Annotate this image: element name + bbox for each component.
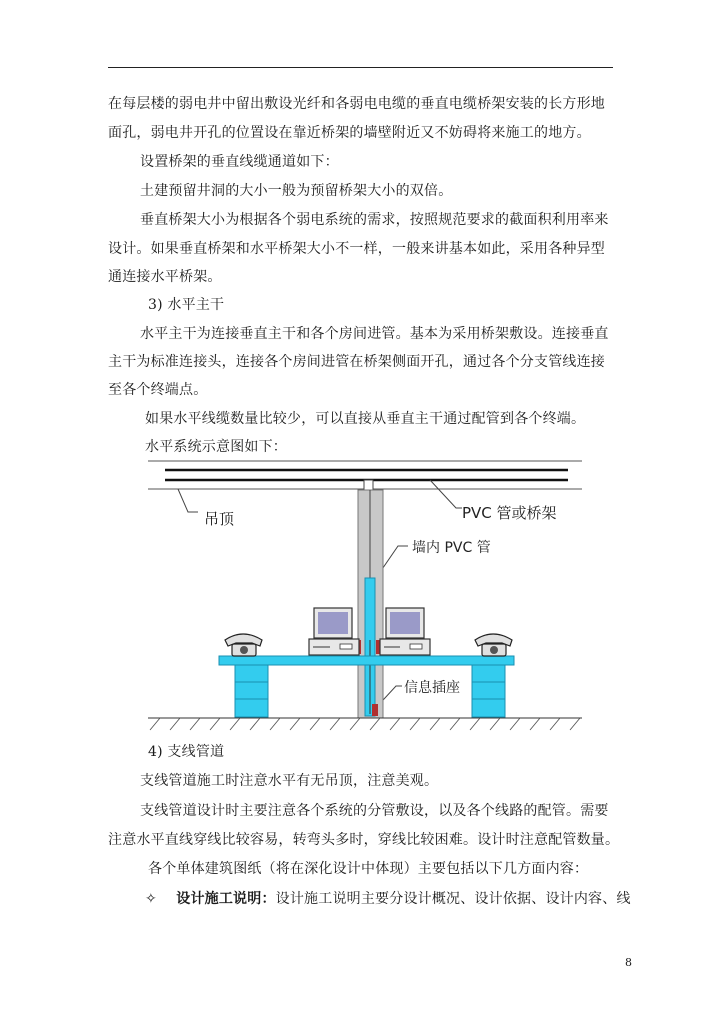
paragraph-line: 各个单体建筑图纸（将在深化设计中体现）主要包括以下几方面内容： bbox=[148, 861, 589, 877]
diamond-bullet-icon: ✧ bbox=[145, 891, 157, 907]
paragraph-line: 支线管道设计时主要注意各个系统的分管敷设，以及各个线路的配管。需要 bbox=[140, 803, 609, 819]
label-tray: PVC 管或桥架 bbox=[462, 504, 557, 522]
paragraph-line: 土建预留井洞的大小一般为预留桥架大小的双倍。 bbox=[140, 183, 453, 199]
section-heading: 3) 水平主干 bbox=[148, 297, 225, 313]
desk-leg-left bbox=[235, 665, 268, 717]
ground-hatching bbox=[150, 718, 580, 730]
tray-drop-pipe bbox=[364, 480, 373, 490]
paragraph-line: 在每层楼的弱电井中留出敷设光纤和各弱电电缆的垂直电缆桥架安装的长方形地 bbox=[108, 96, 605, 112]
label-outlet: 信息插座 bbox=[404, 680, 460, 696]
page-number: 8 bbox=[625, 956, 632, 969]
paragraph-line: 如果水平线缆数量比较少，可以直接从垂直主干通过配管到各个终端。 bbox=[145, 411, 586, 427]
paragraph-line: 注意水平直线穿线比较容易，转弯头多时，穿线比较困难。设计时注意配管数量。 bbox=[108, 832, 620, 848]
section-heading: 4) 支线管道 bbox=[148, 744, 225, 760]
leader-tray bbox=[430, 480, 462, 508]
outlet-low bbox=[372, 704, 378, 716]
paragraph-line: 主干为标准连接头，连接各个房间进管在桥架侧面开孔，通过各个分支管线连接 bbox=[108, 354, 605, 370]
computer-left-icon bbox=[309, 608, 359, 655]
paragraph-line: 水平主干为连接垂直主干和各个房间进管。基本为采用桥架敷设。连接垂直 bbox=[140, 326, 609, 342]
paragraph-line: 至各个终端点。 bbox=[108, 382, 208, 398]
paragraph-line: 支线管道施工时注意水平有无吊顶，注意美观。 bbox=[140, 773, 439, 789]
label-wall-pipe: 墙内 PVC 管 bbox=[412, 540, 491, 556]
paragraph-line: 设计。如果垂直桥架和水平桥架大小不一样，一般来讲基本如此，采用各种异型 bbox=[108, 241, 605, 257]
bullet-text: 设计施工说明主要分设计概况、设计依据、设计内容、线 bbox=[275, 891, 631, 907]
paragraph-line: 水平系统示意图如下： bbox=[145, 439, 287, 455]
paragraph-line: 垂直桥架大小为根据各个弱电系统的需求，按照规范要求的截面积利用率来 bbox=[140, 212, 609, 228]
paragraph-line: 通连接水平桥架。 bbox=[108, 269, 222, 285]
desk-leg-right bbox=[472, 665, 505, 717]
bullet-label: 设计施工说明： bbox=[176, 891, 276, 907]
bullet-line bbox=[145, 890, 631, 908]
telephone-right-icon bbox=[475, 634, 512, 656]
leader-ceiling bbox=[178, 489, 198, 512]
paragraph-line: 设置桥架的垂直线缆通道如下： bbox=[140, 154, 339, 170]
desk-top bbox=[219, 656, 514, 665]
label-ceiling: 吊顶 bbox=[204, 510, 235, 528]
computer-right-icon bbox=[380, 608, 430, 655]
telephone-left-icon bbox=[225, 634, 262, 656]
paragraph-line: 面孔，弱电井开孔的位置设在靠近桥架的墙壁附近又不妨碍将来施工的地方。 bbox=[108, 125, 591, 141]
